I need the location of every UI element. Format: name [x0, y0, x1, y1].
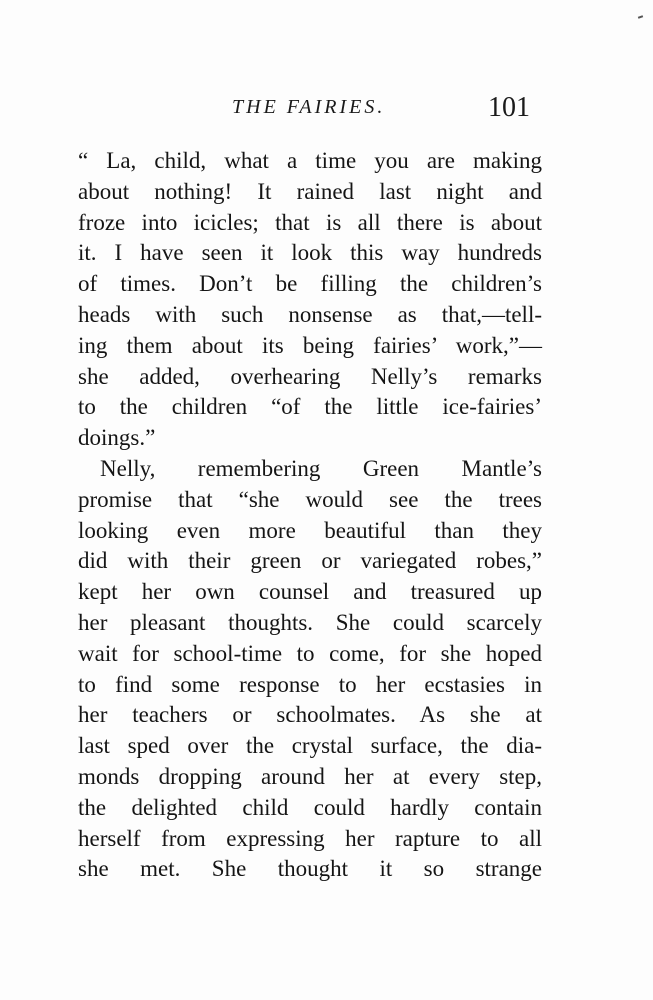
paragraph-1 [78, 146, 542, 454]
paragraph-2 [78, 454, 542, 885]
page-speck-mark [638, 15, 643, 19]
body-text [78, 146, 542, 885]
text-line: it. I have seen it look this way hundreds [78, 240, 542, 266]
page-number: 101 [488, 92, 530, 123]
text-line: about nothing! It rained last night and [78, 178, 542, 204]
text-line: wait for school-time to come, for she hoped [78, 640, 542, 666]
text-line: she added, overhearing Nelly’s remarks [78, 363, 542, 389]
running-title: THE FAIRIES. [232, 96, 386, 118]
text-line: of times. Don’t be filling the children’s [78, 271, 542, 297]
running-head [0, 92, 653, 128]
text-line: monds dropping around her at every step, [78, 763, 542, 789]
text-line: to find some response to her ecstasies in [78, 671, 542, 697]
text-line: “ La, child, what a time you are making [78, 148, 542, 173]
text-line: the delighted child could hardly contain [78, 794, 542, 820]
text-line: her teachers or schoolmates. As she at [78, 702, 542, 728]
text-line: last sped over the crystal surface, the dia- [78, 733, 542, 759]
text-line: heads with such nonsense as that,—tell- [78, 301, 542, 327]
text-line: ing them about its being fairies’ work,”— [78, 332, 542, 358]
text-line: her pleasant thoughts. She could scarcely [78, 609, 542, 635]
text-line: did with their green or variegated robes,” [78, 548, 542, 574]
text-line: looking even more beautiful than they [78, 517, 542, 543]
text-line: Nelly, remembering Green Mantle’s [100, 455, 542, 481]
text-line: kept her own counsel and treasured up [78, 579, 542, 605]
text-line: promise that “she would see the trees [78, 486, 542, 512]
text-line: froze into icicles; that is all there is about [78, 209, 542, 235]
text-line: she met. She thought it so strange [78, 856, 542, 882]
text-line: doings.” [78, 425, 156, 451]
text-line: herself from expressing her rapture to all [78, 825, 542, 851]
text-line: to the children “of the little ice-fairies’ [78, 394, 542, 420]
